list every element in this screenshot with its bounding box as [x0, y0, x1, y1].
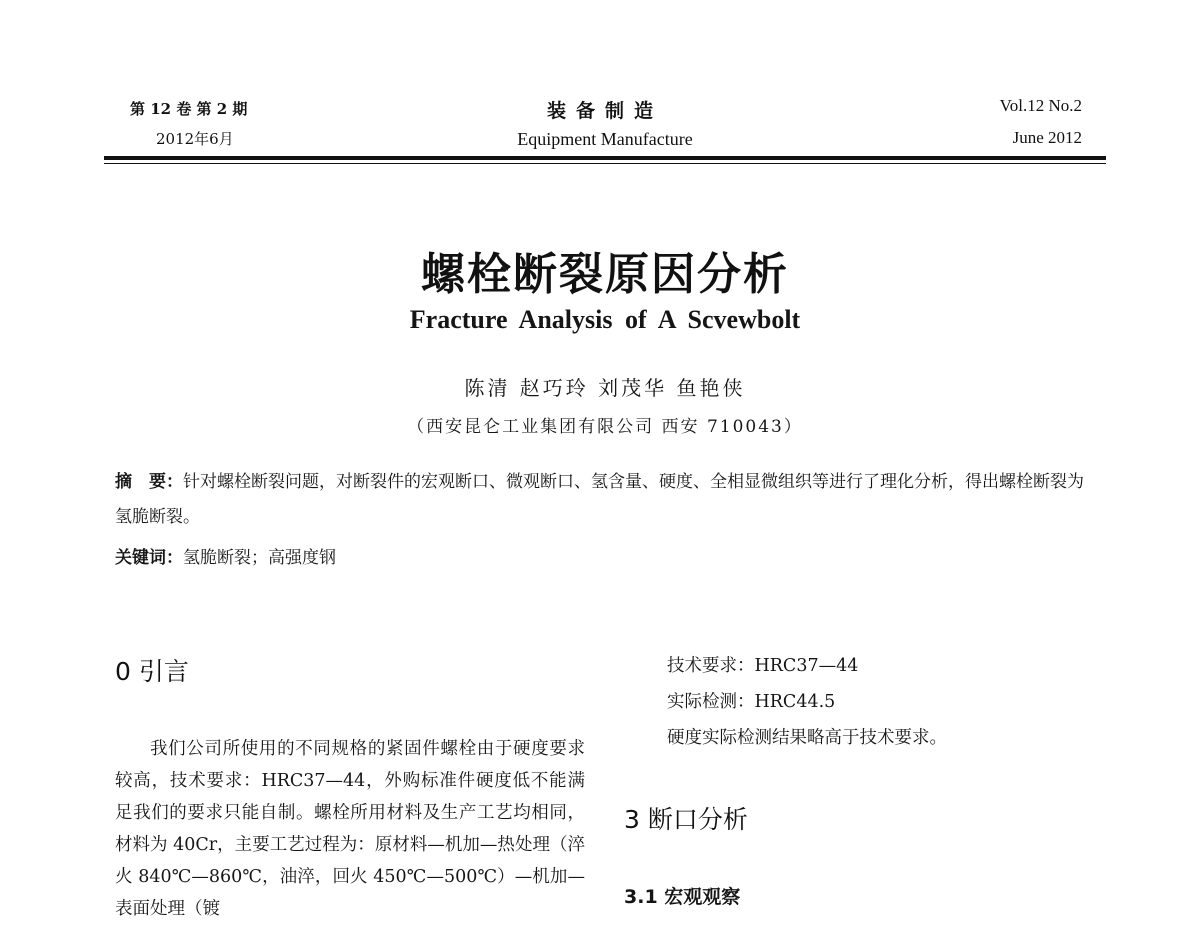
intro-paragraph: 我们公司所使用的不同规格的紧固件螺栓由于硬度要求较高，技术要求：HRC37—44，外购标准件硬度低不能满足我们的要求只能自制。螺栓所用材料及生产工艺均相同，材料为 40Cr，主要工艺过程为：原材料—机加—热处理（淬火 840℃—860℃，油淬，回火 450℃—500℃）—机加—表面处理（镀: [115, 739, 585, 919]
affiliation: （西安昆仑工业集团有限公司 西安 710043）: [407, 417, 803, 437]
keywords-text: 氢脆断裂；高强度钢: [183, 548, 336, 568]
date-cn: 2012年6月: [156, 130, 234, 148]
keywords: [115, 543, 336, 568]
hardness-note: 硬度实际检测结果略高于技术要求。: [667, 728, 947, 748]
section-0-title: 0 引言: [115, 657, 189, 686]
volume-issue-en: Vol.12 No.2: [999, 96, 1082, 115]
authors: 陈清 赵巧玲 刘茂华 鱼艳侠: [464, 376, 746, 400]
keywords-label: 关键词：: [115, 548, 183, 568]
section-3-1-title: 3.1 宏观观察: [624, 886, 741, 908]
tech-requirement: 技术要求：HRC37—44: [667, 656, 859, 676]
header-rule-thin: [104, 163, 1106, 164]
article-title-cn: 螺栓断裂原因分析: [421, 249, 789, 300]
journal-name-en: Equipment Manufacture: [517, 129, 693, 149]
date-en: June 2012: [1012, 128, 1082, 147]
abstract-label: 摘 要：: [115, 472, 183, 492]
hardness-results: [667, 648, 1117, 756]
abstract-text: 针对螺栓断裂问题，对断裂件的宏观断口、微观断口、氢含量、硬度、全相显微组织等进行了理化分析，得出螺栓断裂为氢脆断裂。: [115, 472, 1084, 527]
journal-name-cn: 装备制造: [546, 100, 663, 122]
volume-issue-cn: 第 12 卷 第 2 期: [130, 100, 248, 118]
header-rule-thick: [104, 156, 1106, 160]
abstract: [115, 465, 1100, 535]
section-3-title: 3 断口分析: [624, 805, 748, 834]
intro-body: [115, 733, 585, 925]
actual-test: 实际检测：HRC44.5: [667, 692, 836, 712]
article-title-en: Fracture Analysis of A Scvewbolt: [409, 305, 801, 334]
